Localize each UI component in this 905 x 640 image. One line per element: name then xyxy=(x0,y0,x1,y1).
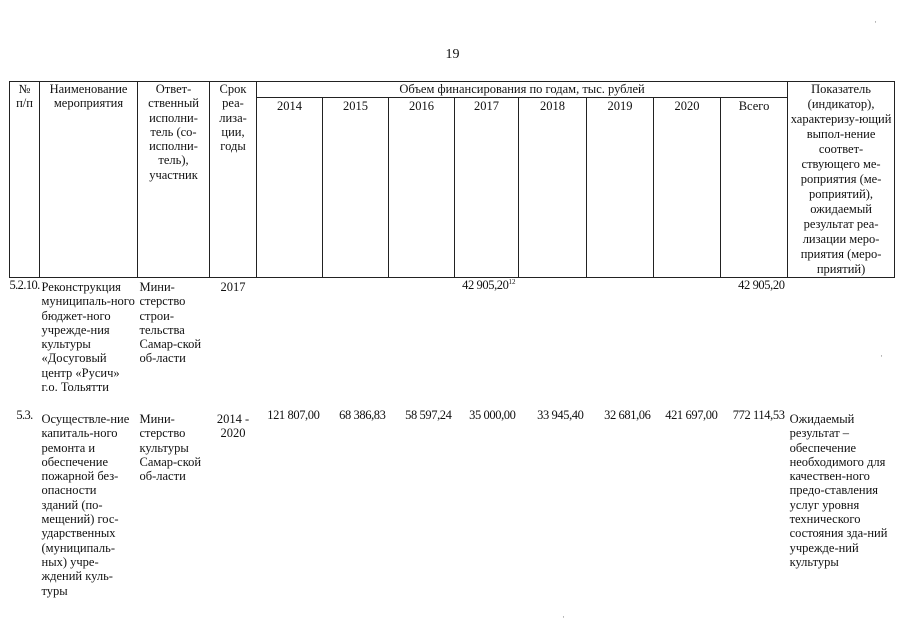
row-value-total: 42 905,20 xyxy=(738,278,785,292)
row-term: 2017 xyxy=(220,280,246,294)
row-value-2020: 421 697,00 xyxy=(665,408,718,422)
row-name: Реконструкция муниципаль-ного бюджет-ного учрежде-ния культуры «Досуговый центр «Русич» г.о. Тольятти xyxy=(41,280,135,395)
header-executor: Ответ-ственный исполни-тель (со-исполни-тель), участник xyxy=(138,82,210,278)
row-value-2015: 68 386,83 xyxy=(339,408,386,422)
header-term: Срок реа-лиза-ции, годы xyxy=(210,82,257,278)
header-num: № п/п xyxy=(10,82,40,278)
header-funding-group: Объем финансирования по годам, тыс. рублей xyxy=(257,82,788,98)
row-value-2019: 32 681,06 xyxy=(604,408,651,422)
row-executor: Мини-стерство культуры Самар-ской об-ласти xyxy=(139,412,202,484)
row-num: 5.2.10. xyxy=(9,278,40,292)
header-row-top xyxy=(10,82,895,98)
header-year-2017: 2017 xyxy=(455,97,519,277)
row-num: 5.3. xyxy=(16,408,33,422)
row-value-2017-amount: 42 905,20 xyxy=(462,278,509,292)
row-value-2019 xyxy=(587,278,654,409)
header-year-2015: 2015 xyxy=(323,97,389,277)
scan-speck: · xyxy=(874,17,877,27)
table-row xyxy=(10,408,895,598)
row-value-2018: 33 945,40 xyxy=(537,408,584,422)
header-year-2014: 2014 xyxy=(257,97,323,277)
row-indicator: Ожидаемый результат – обеспечение необходимого для качествен-ного предо-ставления услуг уровня технического состояния зда-ний учрежде-ний культуры xyxy=(789,412,888,569)
row-value-2016: 58 597,24 xyxy=(405,408,452,422)
header-total: Всего xyxy=(721,97,788,277)
footnote-mark: 12 xyxy=(508,277,516,286)
row-value-2014: 121 807,00 xyxy=(267,408,320,422)
row-value-2014 xyxy=(257,278,323,409)
row-name: Осуществле-ние капиталь-ного ремонта и обеспечение пожарной без-опасности зданий (по-мещений) гос-ударственных (муниципаль-ных) учре-ждений куль-туры xyxy=(41,412,130,598)
row-value-total: 772 114,53 xyxy=(732,408,785,422)
row-executor: Мини-стерство строи-тельства Самар-ской об-ласти xyxy=(139,280,202,366)
header-indicator: Показатель (индикатор), характеризу-ющий выпол-нение соответ-ствующего ме-роприятия (ме-роприятий), ожидаемый результат реа-лизации меро-приятия (меро-приятий) xyxy=(788,82,895,278)
table-row xyxy=(10,278,895,409)
row-value-2017 xyxy=(455,278,519,409)
header-year-2019: 2019 xyxy=(587,97,654,277)
header-year-2016: 2016 xyxy=(389,97,455,277)
scan-speck: · xyxy=(562,612,565,622)
page-number: 19 xyxy=(445,47,460,62)
header-name: Наименование мероприятия xyxy=(40,82,138,278)
row-term: 2014 - 2020 xyxy=(216,412,250,441)
row-value-2017: 35 000,00 xyxy=(469,408,516,422)
financing-table xyxy=(9,81,895,598)
header-year-2018: 2018 xyxy=(519,97,587,277)
row-value-2015 xyxy=(323,278,389,409)
row-value-2018 xyxy=(519,278,587,409)
row-indicator xyxy=(788,278,895,409)
scan-speck: · xyxy=(880,351,883,361)
row-value-2020 xyxy=(654,278,721,409)
header-year-2020: 2020 xyxy=(654,97,721,277)
row-value-2016 xyxy=(389,278,455,409)
